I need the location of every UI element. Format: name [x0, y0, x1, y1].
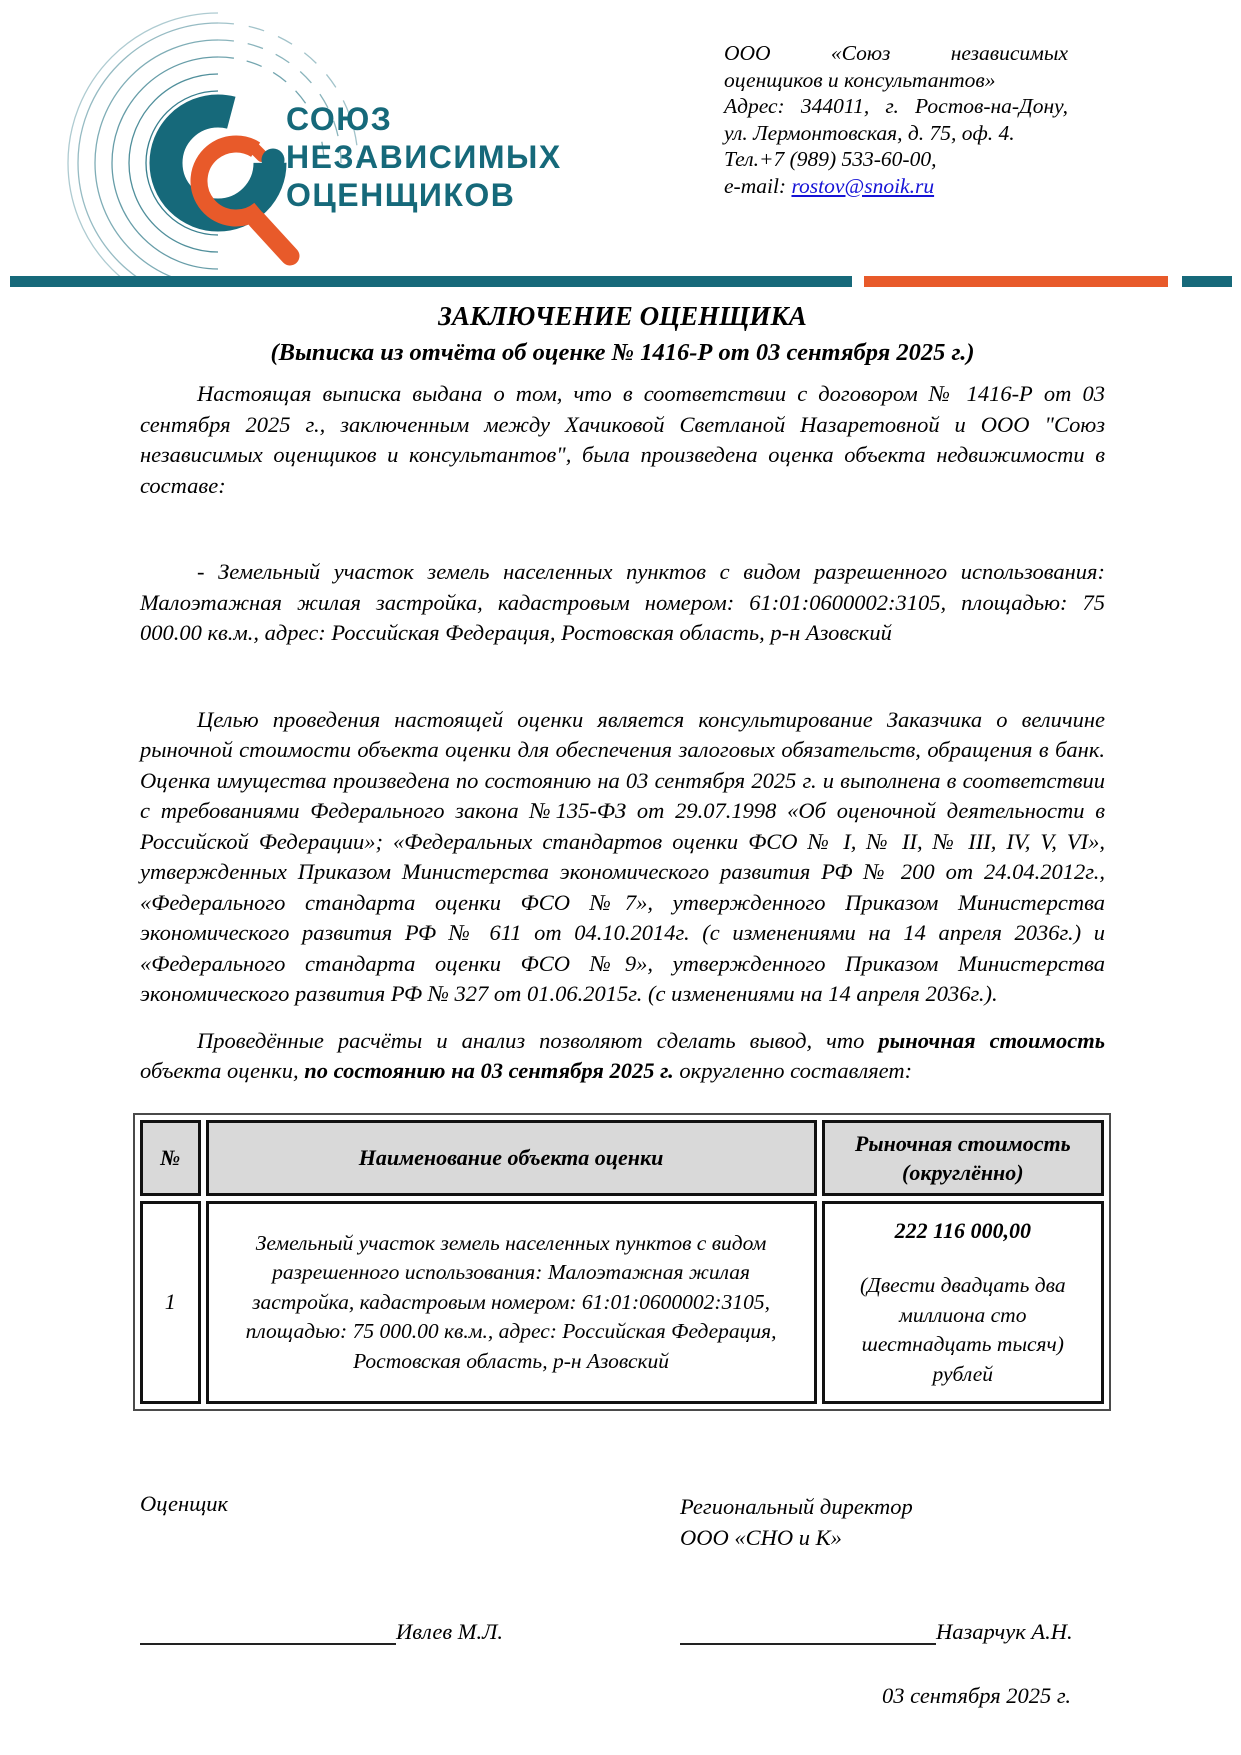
divider-teal-segment [10, 276, 852, 287]
conclusion-text-1: Проведённые расчёты и анализ позволяют сделать вывод, что [197, 1027, 879, 1053]
conclusion-text-2: объекта оценки, [140, 1058, 305, 1083]
header-value-line-2: (округлённо) [902, 1159, 1024, 1185]
table-header-row [140, 1120, 1104, 1196]
header-cell-value [822, 1120, 1104, 1196]
wordmark-line-2: НЕЗАВИСИМЫХ [286, 139, 562, 175]
divider-teal-end-segment [1182, 276, 1232, 287]
document-date: 03 сентября 2025 г. [882, 1683, 1072, 1708]
row-number-cell: 1 [140, 1201, 201, 1405]
director-name: Назарчук А.Н. [936, 1619, 1073, 1644]
email-label: e-mail: [724, 173, 792, 198]
paragraph-purpose: Целью проведения настоящей оценки является консультирование Заказчика о величине рыночной стоимости объекта оценки для обеспечения залоговых обязательств, обращения в банк. Оценка имущества произведена по состоянию на 03 сентября 2025 г. и выполнена в соответствии с требованиями Федерального закона №135-ФЗ от 29.07.1998 «Об оценочной деятельности в Российской Федерации»; «Федеральных стандартов оценки ФСО № I, № II, № III, IV, V, VI», утвержденных Приказом Министерства экономического развития РФ № 200 от 24.04.2012г., «Федерального стандарта оценки ФСО №7», утвержденного Приказом Министерства экономического развития РФ № 611 от 04.10.2014г. (с изменениями на 14 апреля 2036г.) и «Федерального стандарта оценки ФСО №9», утвержденного Приказом Министерства экономического развития РФ № 327 от 01.06.2015г. (с изменениями на 14 апреля 2036г.). [140, 706, 1105, 1006]
email-link[interactable]: rostov@snoik.ru [791, 173, 935, 198]
phone-line: Тел.+7 (989) 533-60-00, [724, 147, 937, 171]
director-signature-line [680, 1619, 936, 1645]
appraiser-signature [140, 1619, 680, 1645]
contact-block [724, 40, 1068, 199]
appraiser-role-label: Оценщик [140, 1491, 228, 1516]
appraiser-name: Ивлев М.Л. [396, 1619, 503, 1644]
director-role-line-1: Региональный директор [680, 1494, 913, 1519]
header-value-line-1: Рыночная стоимость [854, 1130, 1071, 1156]
wordmark-line-1: СОЮЗ [286, 101, 393, 137]
table-row [140, 1201, 1104, 1405]
divider-orange-segment [864, 276, 1168, 287]
document-subtitle: (Выписка из отчёта об оценке № 1416-Р от 03 сентября 2025 г.) [270, 339, 975, 366]
paragraph-conclusion [140, 1026, 1105, 1087]
row-market-value-cell [822, 1201, 1104, 1405]
document-title: ЗАКЛЮЧЕНИЕ ОЦЕНЩИКА [438, 301, 807, 331]
header-cell-name: Наименование объекта оценки [206, 1120, 817, 1196]
conclusion-bold-1: рыночная стоимость [878, 1027, 1105, 1053]
row-object-name-cell: Земельный участок земель населенных пунктов с видом разрешенного использования: Малоэтажная жилая застройка, кадастровым номером: 61:01:0600002:3105, площадью: 75 000.00 кв.м., адрес: Российская Федерация, Ростовская область, р-н Азовский [206, 1201, 817, 1405]
email-line [724, 173, 1068, 200]
header-cell-number: № [140, 1120, 201, 1196]
paragraph-object: - Земельный участок земель населенных пунктов с видом разрешенного использования: Малоэтажная жилая застройка, кадастровым номером: 61:01:0600002:3105, площадью: 75 000.00 кв.м., адрес: Российская Федерация, Ростовская область, р-н Азовский [140, 559, 1105, 645]
letterhead [0, 0, 1241, 276]
director-signature [680, 1619, 1073, 1645]
conclusion-text-3: округленно составляет: [673, 1058, 913, 1083]
org-name-line-2: оценщиков и консультантов» [724, 67, 996, 92]
wordmark-line-3: ОЦЕНЩИКОВ [286, 177, 516, 213]
org-name-line-1: ООО «Союз независимых [724, 41, 1068, 65]
document-body [140, 287, 1105, 1709]
valuation-table [133, 1113, 1111, 1412]
paragraph-intro: Настоящая выписка выдана о том, что в соответствии с договором № 1416-Р от 03 сентября 2025 г., заключенным между Хачиковой Светланой Назаретовной и ООО "Союз независимых оценщиков и консультантов", была произведена оценка объекта недвижимости в составе: [140, 381, 1105, 498]
market-value-amount: 222 116 000,00 [894, 1217, 1031, 1243]
conclusion-bold-2: по состоянию на 03 сентября 2025 г. [304, 1058, 674, 1083]
appraiser-signature-line [140, 1619, 396, 1645]
signature-section [140, 1491, 1105, 1709]
address-line-2: ул. Лермонтовская, д. 75, оф. 4. [724, 120, 1015, 145]
header-divider [10, 276, 1232, 287]
director-role-line-2: ООО «СНО и К» [680, 1525, 842, 1550]
company-wordmark [286, 100, 562, 214]
market-value-words: (Двести двадцать два миллиона сто шестнадцать тысяч) рублей [860, 1273, 1066, 1386]
address-line-1: Адрес: 344011, г. Ростов-на-Дону, [724, 94, 1068, 118]
director-role-label [680, 1491, 913, 1553]
